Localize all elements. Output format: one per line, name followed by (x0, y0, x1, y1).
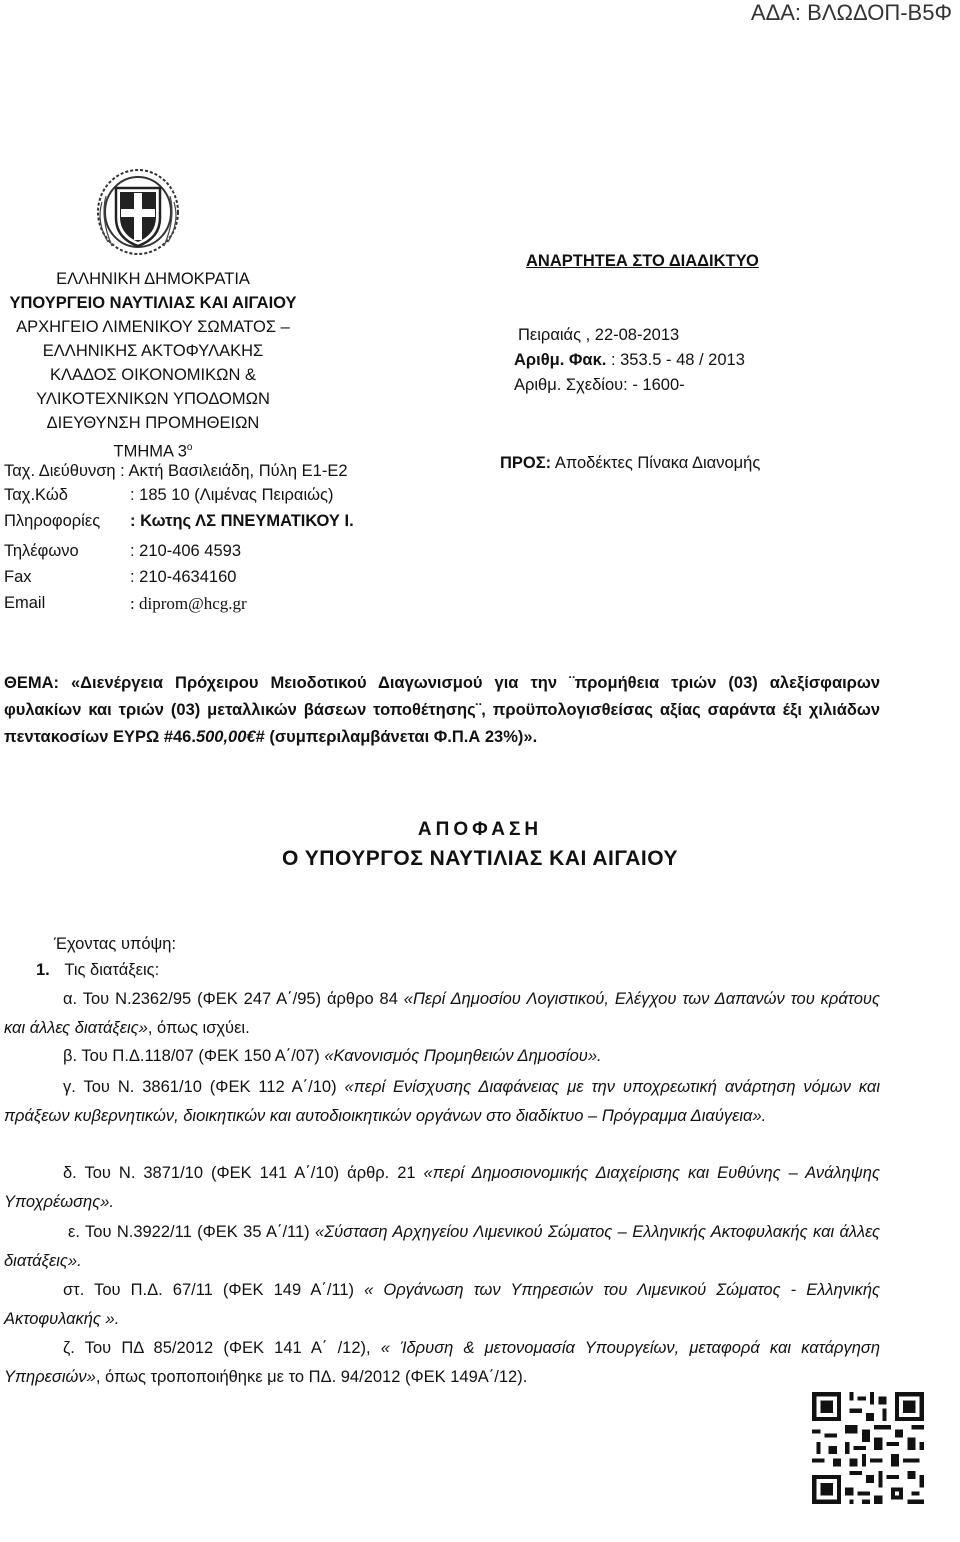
contact-label: Fax (4, 568, 32, 586)
place-date: Πειραιάς , 22-08-2013 (518, 326, 680, 344)
para-c (4, 1073, 880, 1130)
header-line-5: ΚΛΑΔΟΣ ΟΙΚΟΝΟΜΙΚΩΝ & (49, 366, 256, 384)
section-sup: ο (186, 442, 193, 453)
section-text: ΤΜΗΜΑ 3 (113, 442, 187, 461)
contact-value: : 210-406 4593 (130, 542, 242, 560)
para-b-ref: β. Του Π.Δ.118/07 (ΦΕΚ 150 Α΄/07) (63, 1047, 325, 1065)
ada-code: ΑΔΑ: ΒΛΩΔΟΠ-Β5Φ (750, 0, 952, 25)
para-a (4, 985, 880, 1042)
para-e-title: «Σύσταση Αρχηγείου Λιμενικού Σώματος – Ελληνικής Ακτοφυλακής και άλλες διατάξεις». (4, 1223, 880, 1270)
draft-value: - 1600- (627, 376, 685, 394)
para-f (4, 1276, 880, 1333)
contact-value: : 210-4634160 (130, 568, 237, 586)
item-1-number: 1. (36, 961, 50, 979)
para-e (4, 1218, 880, 1275)
para-a-tail: , όπως ισχύει. (147, 1018, 250, 1037)
para-f-title: « Οργάνωση των Υπηρεσιών του Λιμενικού Σώματος - Ελληνικής Ακτοφυλακής ». (4, 1281, 881, 1328)
greek-emblem-icon (92, 162, 184, 258)
item-1-text: Τις διατάξεις: (64, 961, 160, 979)
file-label: Αριθμ. Φακ. (514, 351, 607, 369)
para-c-title: «περί Ενίσχυσης Διαφάνειας με την υποχρεωτική ανάρτηση νόμων και πράξεων κυβερνητικών, διοικητικών και αυτοδιοικητικών οργάνων στο διαδίκτυο – Πρόγραμμα Διαύγεια». (4, 1078, 880, 1125)
para-g-ref: ζ. Του ΠΔ 85/2012 (ΦΕΚ 141 Α΄ /12), (63, 1339, 381, 1357)
header-line-2: ΥΠΟΥΡΓΕΙΟ ΝΑΥΤΙΛΙΑΣ ΚΑΙ ΑΙΓΑΙΟΥ (9, 294, 297, 312)
subject-paragraph (4, 670, 880, 751)
qr-code-icon (808, 1388, 928, 1508)
para-d-ref: δ. Του Ν. 3871/10 (ΦΕΚ 141 Α΄/10) άρθρ. 21 (63, 1164, 424, 1182)
decision-title: ΑΠΟΦΑΣΗ (417, 819, 543, 840)
header-line-3: ΑΡΧΗΓΕΙΟ ΛΙΜΕΝΙΚΟΥ ΣΩΜΑΤΟΣ – (16, 318, 290, 336)
para-b-title: «Κανονισμός Προμηθειών Δημοσίου». (324, 1047, 602, 1065)
file-value: : 353.5 - 48 / 2013 (606, 351, 745, 369)
to-label: ΠΡΟΣ: (500, 454, 552, 472)
item-1 (36, 956, 159, 985)
recipients (500, 454, 760, 473)
para-g-tail: , όπως τροποποιήθηκε με το ΠΔ. 94/2012 (ΦΕΚ 149Α΄/12). (95, 1367, 528, 1386)
address-line: Ταχ. Διεύθυνση : Ακτή Βασιλειάδη, Πύλη Ε1-Ε2 (4, 462, 348, 480)
para-b (4, 1042, 880, 1071)
para-d (4, 1159, 880, 1216)
para-a-title: «Περί Δημοσίου Λογιστικού, Ελέγχου των Δαπανών του κράτους και άλλες διατάξεις» (4, 990, 880, 1037)
para-d-title: «περί Δημοσιονομικής Διαχείρισης και Ευθύνης – Ανάληψης Υποχρέωσης». (4, 1164, 880, 1211)
considering: Έχοντας υπόψη: (54, 935, 177, 953)
para-c-ref: γ. Του Ν. 3861/10 (ΦΕΚ 112 Α΄/10) (63, 1078, 345, 1096)
subject-text: ΘΕΜΑ: «Διενέργεια Πρόχειρου Μειοδοτικού Διαγωνισμού για την ¨προμήθεια τριών (03) αλεξίσφαιρων φυλακίων και τριών (03) μεταλλικών βάσεων τοποθέτησης¨, προϋπολογισθείσας αξίας σαράντα έξι χιλιάδων πεντακοσίων ΕΥΡΩ #46. (4, 674, 880, 746)
posting-notice: ΑΝΑΡΤΗΤΕΑ ΣΤΟ ΔΙΑΔΙΚΤΥΟ (526, 252, 759, 270)
header-line-1: ΕΛΛΗΝΙΚΗ ΔΗΜΟΚΡΑΤΙΑ (56, 270, 250, 288)
subject-tail: # (συμπεριλαμβάνεται Φ.Π.Α 23%)». (255, 728, 538, 746)
para-f-ref: στ. Του Π.Δ. 67/11 (ΦΕΚ 149 Α΄/11) (63, 1281, 365, 1299)
para-g (4, 1334, 880, 1391)
draft-label: Αριθμ. Σχεδίου: (514, 376, 628, 394)
contact-value: : Κωτης ΛΣ ΠΝΕΥΜΑΤΙΚΟΥ Ι. (130, 512, 354, 530)
email-link[interactable]: : diprom@hcg.gr (130, 594, 247, 613)
para-e-ref: ε. Του Ν.3922/11 (ΦΕΚ 35 Α΄/11) (68, 1223, 316, 1241)
decision-subtitle: Ο ΥΠΟΥΡΓΟΣ ΝΑΥΤΙΛΙΑΣ ΚΑΙ ΑΙΓΑΙΟΥ (282, 847, 678, 870)
contact-value: : 185 10 (Λιμένας Πειραιώς) (130, 486, 334, 504)
header-line-4: ΕΛΛΗΝΙΚΗΣ ΑΚΤΟΦΥΛΑΚΗΣ (42, 342, 264, 360)
header-line-6: ΥΛΙΚΟΤΕΧΝΙΚΩΝ ΥΠΟΔΟΜΩΝ (36, 390, 270, 408)
contact-label: Πληροφορίες (4, 512, 101, 530)
contact-label: Τηλέφωνο (4, 542, 79, 560)
para-a-ref: α. Του Ν.2362/95 (ΦΕΚ 247 Α΄/95) άρθρο 84 (63, 990, 404, 1008)
decision-heading (0, 816, 960, 874)
subject-amount: 500,00€ (195, 728, 256, 746)
para-g-title: « Ίδρυση & μετονομασία Υπουργείων, μεταφορά και κατάργηση Υπηρεσιών» (4, 1339, 880, 1386)
contact-label: Ταχ.Κώδ (4, 486, 68, 504)
contact-label: Email (4, 594, 46, 612)
file-number (514, 351, 745, 370)
header-line-7: ΔΙΕΥΘΥΝΣΗ ΠΡΟΜΗΘΕΙΩΝ (46, 414, 260, 432)
to-value: Αποδέκτες Πίνακα Διανομής (551, 454, 761, 472)
draft-number (514, 376, 685, 395)
